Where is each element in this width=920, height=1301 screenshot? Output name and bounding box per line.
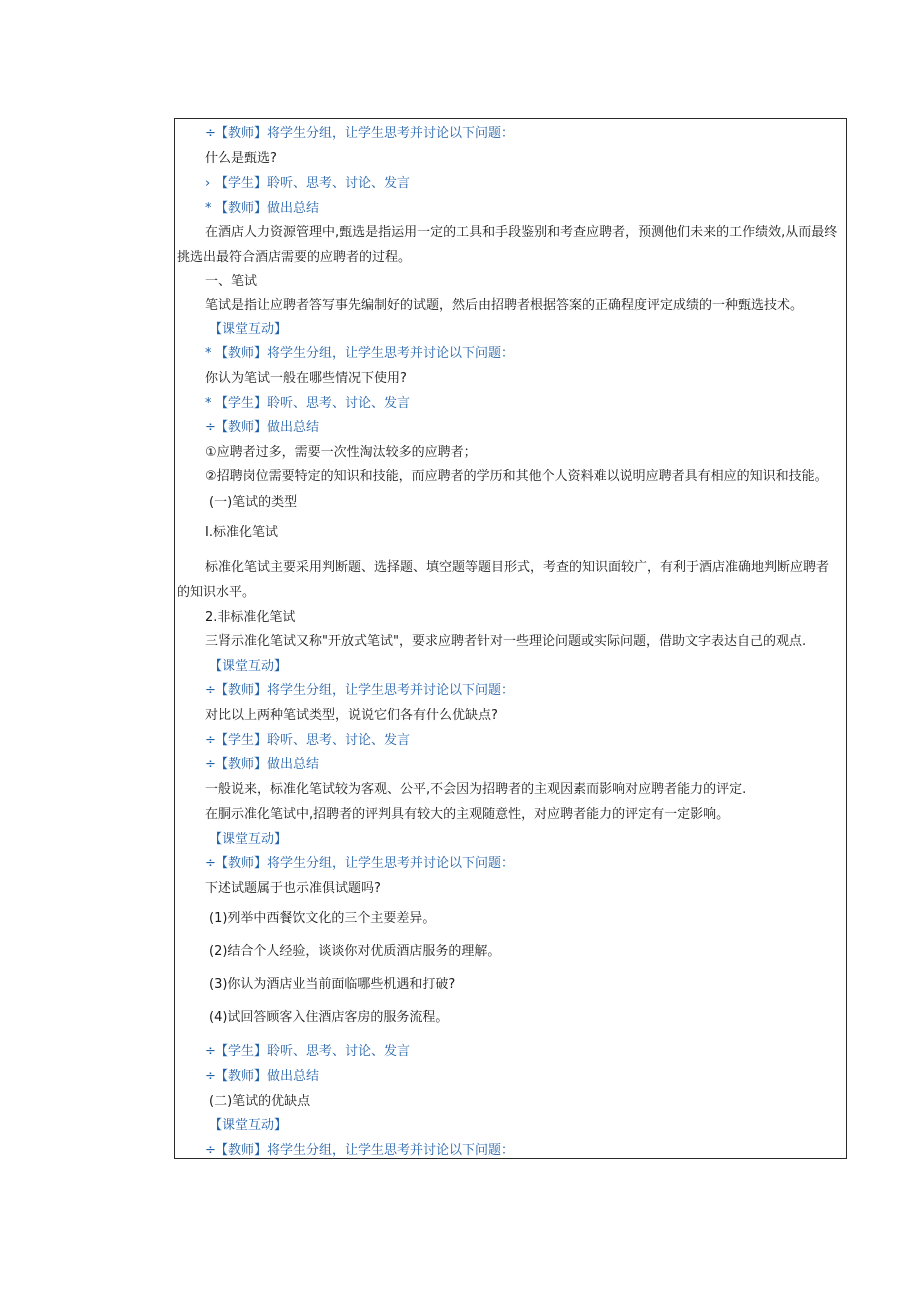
line-text: 【教师】做出总结 [215,201,320,216]
bullet-marker: ÷ [205,757,216,772]
line-text: 一般说来，标准化笔试较为客观、公平,不会因为招聘者的主观因素而影响对应聘者能力的评定. [205,782,747,797]
text-line [175,1094,310,1110]
text-line [175,151,277,167]
line-text: 下述试题属于也示准俱试题吗? [205,881,381,896]
bullet-marker: ÷ [205,420,216,435]
text-line [175,807,729,823]
text-line [175,1118,287,1134]
text-line [175,469,828,485]
text-line [175,1010,448,1026]
text-line [175,495,297,511]
bullet-marker: ÷ [205,856,216,871]
line-text: (二)笔试的优缺点 [209,1094,311,1109]
text-line [175,176,410,192]
line-text: 【教师】做出总结 [215,420,320,435]
text-line [175,346,514,362]
text-line [175,881,381,897]
line-text: 【教师】做出总结 [215,1069,320,1084]
text-line [175,225,837,241]
line-text: 2.非标准化笔试 [205,610,296,625]
text-line [175,782,746,798]
text-line [175,757,319,773]
line-text: 【教师】做出总结 [215,757,320,772]
line-text: I.标准化笔试 [205,525,278,540]
bullet-marker: ÷ [205,1069,216,1084]
bullet-marker: * [205,396,212,411]
text-line [175,856,514,872]
line-text: 【教师】将学生分组，让学生思考并讨论以下问题： [215,346,515,361]
text-line [175,250,411,266]
text-line [175,371,407,387]
text-line [175,708,498,724]
line-text: 【学生】聆听、思考、讨论、发言 [215,733,411,748]
text-line [175,560,829,576]
text-line [175,683,514,699]
text-line [175,733,410,749]
text-line [175,274,257,290]
bullet-marker: * [205,201,212,216]
line-text: 在胴示准化笔试中,招聘者的评判具有较大的主观随意性，对应聘者能力的评定有一定影响。 [205,807,730,822]
line-text: (3)你认为酒店业当前面临哪些机遇和打破? [209,977,456,992]
line-text: 【学生】聆听、思考、讨论、发言 [215,176,411,191]
line-text: 你认为笔试一般在哪些情况下使用? [205,371,407,386]
line-text: (2)结合个人经验，谈谈你对优质酒店服务的理解。 [209,944,501,959]
text-line [175,126,514,142]
text-line [175,977,455,993]
bullet-marker: ÷ [205,126,216,141]
line-text: 三肾示准化笔试又称"开放式笔试"，要求应聘者针对一些理论问题或实际问题，借助文字表达自己的观点. [205,634,807,649]
line-text: 【课堂互动】 [209,659,288,674]
text-line [175,322,287,338]
bullet-marker: ÷ [205,733,216,748]
bullet-marker: * [205,346,212,361]
line-text: (4)试回答顾客入住酒店客房的服务流程。 [209,1010,449,1025]
line-text: 在酒店人力资源管理中,甄选是指运用一定的工具和手段鉴别和考查应聘者，预测他们未来的工作绩效,从而最终 [205,225,838,240]
content-cell [174,118,847,1159]
line-text: 什么是甄选? [205,151,277,166]
line-text: 【学生】聆听、思考、讨论、发言 [215,396,411,411]
line-text: 【学生】聆听、思考、讨论、发言 [215,1044,411,1059]
line-text: ②招聘岗位需要特定的知识和技能，而应聘者的学历和其他个人资料难以说明应聘者具有相应的知识和技能。 [205,469,828,484]
line-text: (1)列举中西餐饮文化的三个主要差异。 [209,911,436,926]
text-line [175,634,806,650]
line-text: 【课堂互动】 [209,1118,288,1133]
line-text: 【教师】将学生分组，让学生思考并讨论以下问题： [215,1143,515,1158]
line-text: 挑选出最符合酒店需要的应聘者的过程。 [177,250,412,265]
text-line [175,911,435,927]
line-text: ①应聘者过多，需要一次性淘汰较多的应聘者； [205,445,477,460]
text-line [175,659,287,675]
text-line [175,1069,319,1085]
line-text: 一、笔试 [205,274,258,289]
text-line [175,396,410,412]
text-line [175,298,803,314]
text-line [175,610,295,626]
text-line [175,445,477,461]
line-text: 标准化笔试主要采用判断题、选择题、填空题等题目形式，考查的知识面较广，有利于酒店准确地判断应聘者 [205,560,830,575]
text-line [175,525,278,541]
line-text: 【课堂互动】 [209,832,288,847]
line-text: 【课堂互动】 [209,322,288,337]
text-line [175,420,319,436]
bullet-marker: ÷ [205,1143,216,1158]
line-text: 的知识水平。 [177,585,256,600]
bullet-marker: › [205,176,211,191]
line-text: (一)笔试的类型 [209,495,298,510]
text-line [175,1044,410,1060]
text-line [175,944,500,960]
text-line [175,832,287,848]
text-line [175,1143,514,1159]
bullet-marker: ÷ [205,1044,216,1059]
line-text: 对比以上两种笔试类型，说说它们各有什么优缺点? [205,708,498,723]
line-text: 【教师】将学生分组，让学生思考并讨论以下问题： [215,683,515,698]
text-line [175,585,255,601]
line-text: 【教师】将学生分组，让学生思考并讨论以下问题： [215,856,515,871]
bullet-marker: ÷ [205,683,216,698]
text-line [175,201,319,217]
line-text: 笔试是指让应聘者答写事先编制好的试题，然后由招聘者根据答案的正确程度评定成绩的一种甄选技术。 [205,298,804,313]
line-text: 【教师】将学生分组，让学生思考并讨论以下问题： [215,126,515,141]
